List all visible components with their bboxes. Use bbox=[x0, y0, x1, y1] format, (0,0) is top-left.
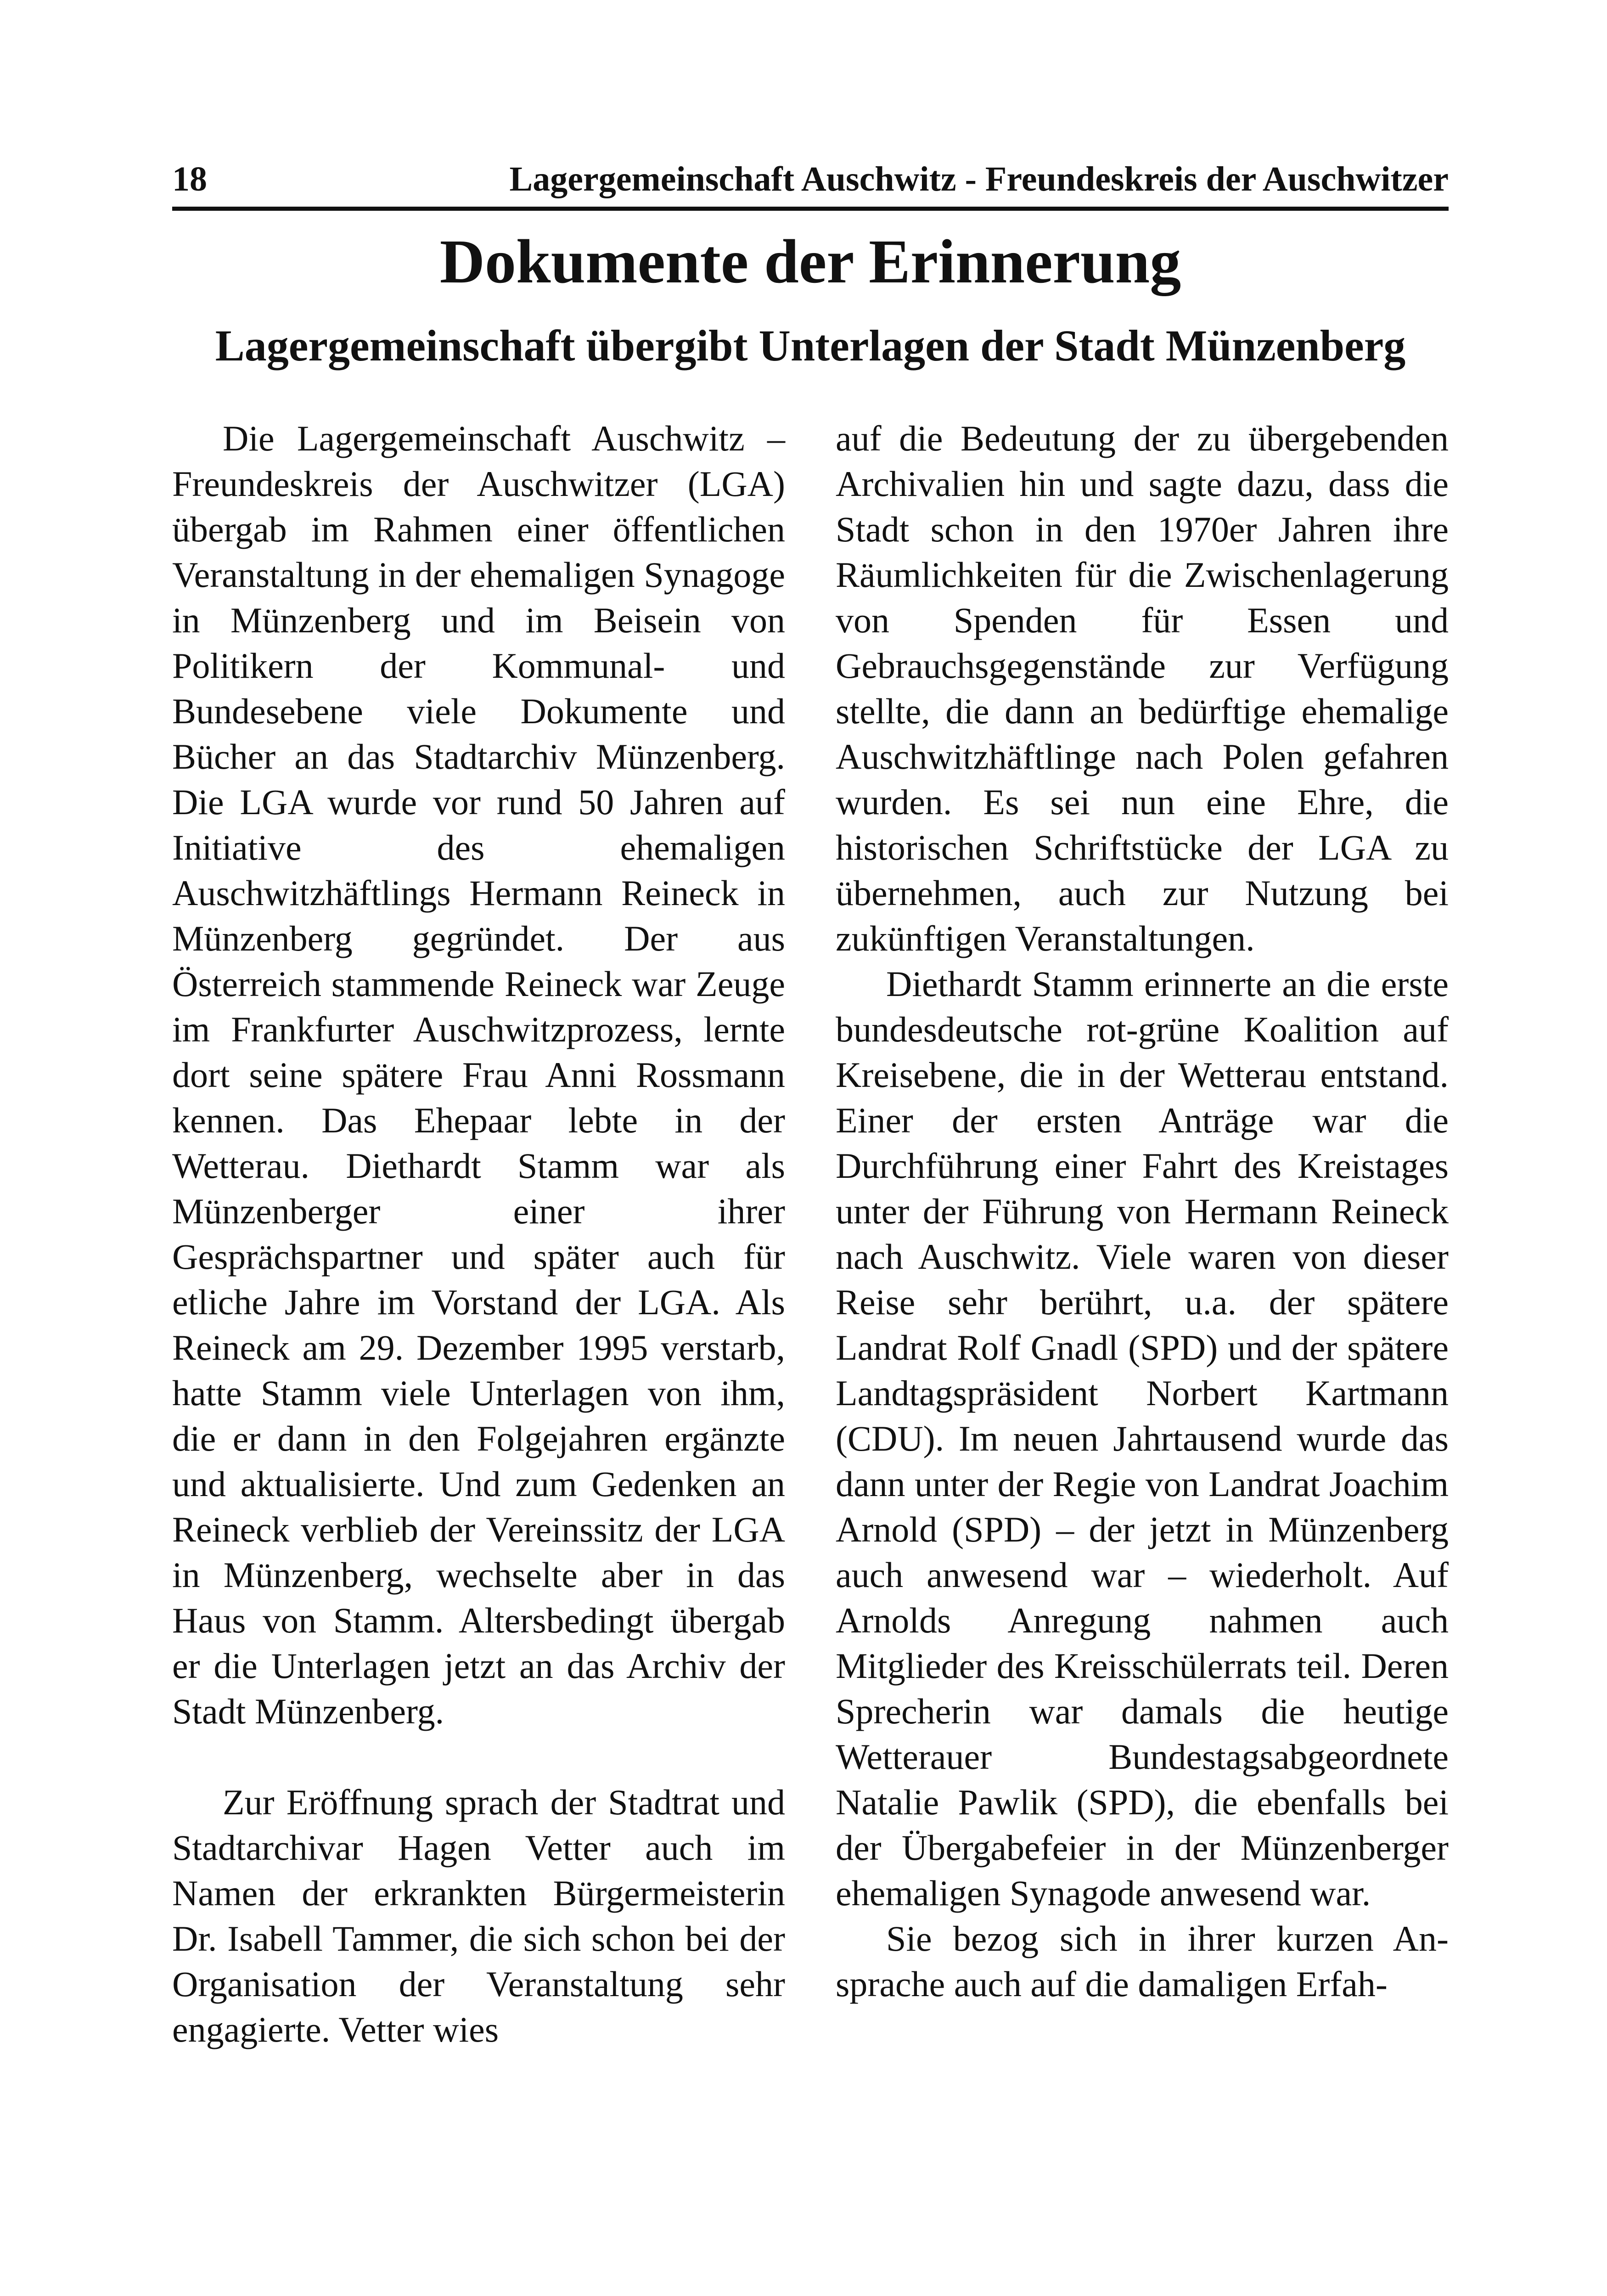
paragraph: Die Lagergemeinschaft Auschwitz – Freundeskreis der Auschwitzer (LGA) übergab im Rahmen einer öffentlichen Veranstaltung in der ehemaligen Synagoge in Münzenberg und im Beisein von Politikern der Kommunal- und Bundesebene viele Dokumente und Bücher an das Stadtarchiv Münzenberg. Die LGA wurde vor rund 50 Jahren auf Initiative des ehemaligen Auschwitzhäftlings Hermann Reineck in Münzenberg gegründet. Der aus Österreich stammende Reineck war Zeuge im Frankfurter Auschwitzprozess, lernte dort seine spätere Frau Anni Rossmann kennen. Das Ehepaar lebte in der Wetterau. Diethardt Stamm war als Münzenberger einer ihrer Gesprächspartner und später auch für etliche Jahre im Vorstand der LGA. Als Reineck am 29. Dezember 1995 verstarb, hatte Stamm viele Unterlagen von ihm, die er dann in den Folgejahren ergänzte und aktualisierte. Und zum Gedenken an Reineck verblieb der Vereinssitz der LGA in Münzenberg, wechselte aber in das Haus von Stamm. Altersbedingt übergab er die Unterlagen jetzt an das Archiv der Stadt Münzenberg. bbox=[172, 418, 785, 1731]
article-subtitle: Lagergemeinschaft übergibt Unterlagen der Stadt Münzenberg bbox=[215, 321, 1406, 370]
paragraph: Diethardt Stamm erinnerte an die erste bundesdeutsche rot-grüne Koalition auf Kreisebene, die in der Wetterau entstand. Einer der ersten Anträge war die Durchführung einer Fahrt des Kreistages unter der Führung von Hermann Reineck nach Auschwitz. Viele waren von dieser Reise sehr berührt, u.a. der spätere Landrat Rolf Gnadl (SPD) und der spätere Landtagspräsident Norbert Kartmann (CDU). Im neuen Jahrtausend wurde das dann unter der Regie von Landrat Joachim Arnold (SPD) – der jetzt in Münzenberg auch anwesend war – wiederholt. Auf Arnolds Anregung nahmen auch Mitglieder des Kreisschülerrats teil. Deren Sprecherin war damals die heutige Wetterauer Bundestagsabgeordnete Natalie Pawlik (SPD), die ebenfalls bei der Übergabefeier in der Münzenberger ehemaligen Synagode anwesend war. bbox=[836, 964, 1449, 1913]
paragraph: Sie bezog sich in ihrer kurzen Ansprache auch auf die damaligen Erfah- bbox=[836, 1919, 1449, 2004]
right-column bbox=[836, 416, 1449, 2007]
paragraph: auf die Bedeutung der zu übergebenden Archivalien hin und sagte dazu, dass die Stadt schon in den 1970er Jahren ihre Räumlichkeiten für die Zwischenlagerung von Spenden für Essen und Gebrauchsgegenstände zur Verfügung stellte, die dann an bedürftige ehemalige Auschwitzhäftlinge nach Polen gefahren wurden. Es sei nun eine Ehre, die historischen Schriftstücke der LGA zu übernehmen, auch zur Nutzung bei zukünftigen Veranstaltungen. bbox=[836, 418, 1449, 958]
article-title: Dokumente der Erinnerung bbox=[439, 227, 1181, 296]
paragraph: Zur Eröffnung sprach der Stadtrat und Stadtarchivar Hagen Vetter auch im Namen der erkrankten Bürgermeisterin Dr. Isabell Tammer, die sich schon bei der Organisation der Veranstaltung sehr engagierte. Vetter wies bbox=[172, 1782, 785, 2049]
left-column bbox=[172, 416, 785, 2052]
publication-name: Lagergemeinschaft Auschwitz - Freundeskreis der Auschwitzer bbox=[509, 160, 1449, 198]
header-rule bbox=[172, 207, 1449, 211]
page-number: 18 bbox=[172, 160, 207, 198]
running-head bbox=[172, 152, 1449, 207]
